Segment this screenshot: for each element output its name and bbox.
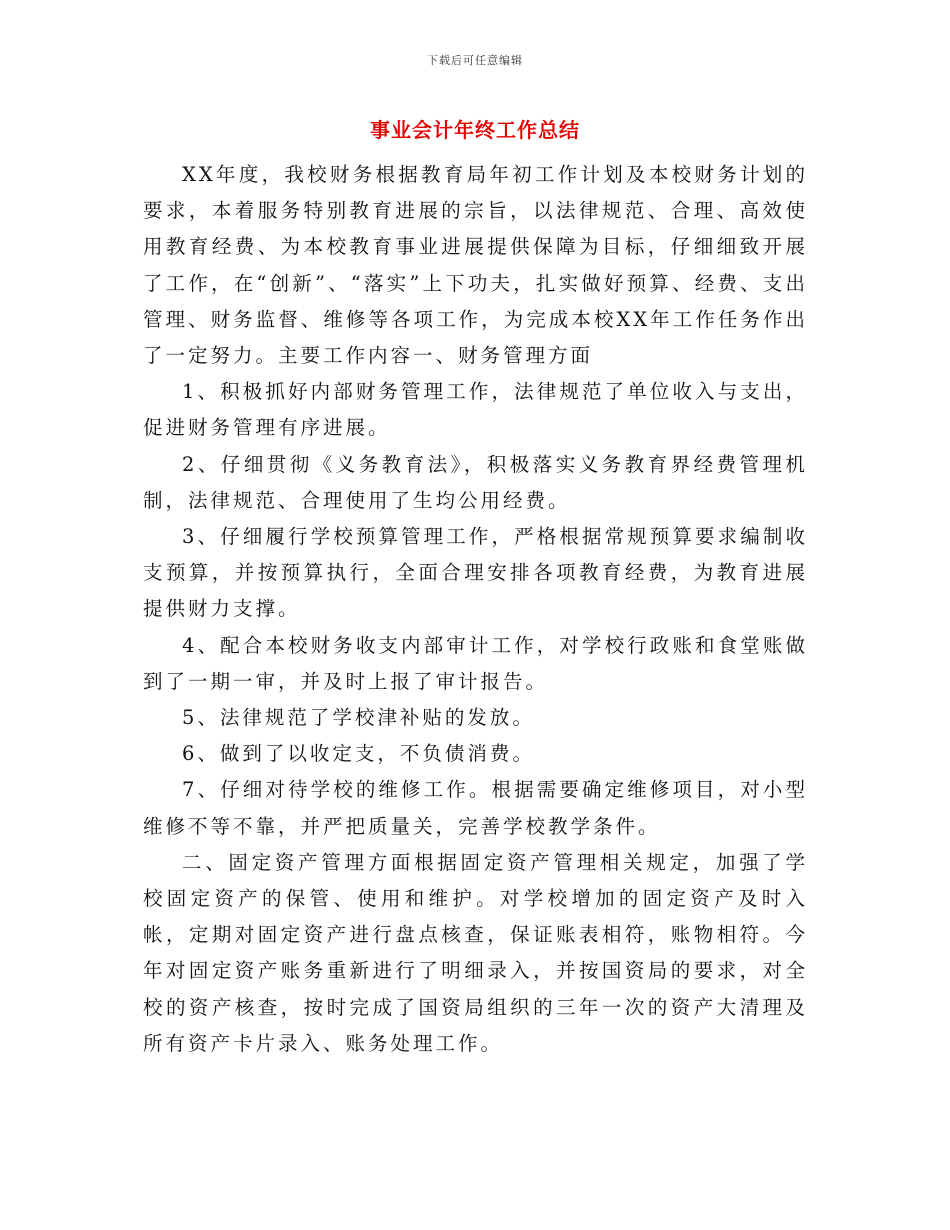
header-note: 下载后可任意编辑 — [427, 54, 523, 67]
paragraph-item-4: 4、配合本校财务收支内部审计工作，对学校行政账和食堂账做到了一期一审，并及时上报了审计报告。 — [143, 633, 808, 693]
paragraph-item-3: 3、仔细履行学校预算管理工作，严格根据常规预算要求编制收支预算，并按预算执行，全面合理安排各项教育经费，为教育进展提供财力支撑。 — [143, 525, 808, 621]
paragraph-item-6: 6、做到了以收定支，不负债消费。 — [182, 742, 535, 766]
paragraph-item-7: 7、仔细对待学校的维修工作。根据需要确定维修项目，对小型维修不等不靠，并严把质量关，完善学校教学条件。 — [143, 778, 808, 838]
paragraph-item-2: 2、仔细贯彻《义务教育法》，积极落实义务教育界经费管理机制，法律规范、合理使用了生均公用经费。 — [143, 452, 808, 512]
document-title: 事业会计年终工作总结 — [370, 118, 580, 142]
paragraph-item-5: 5、法律规范了学校津补贴的发放。 — [182, 706, 535, 730]
paragraph-item-1: 1、积极抓好内部财务管理工作，法律规范了单位收入与支出，促进财务管理有序进展。 — [143, 380, 808, 440]
paragraph-fixed-assets: 二、固定资产管理方面根据固定资产管理相关规定，加强了学校固定资产的保管、使用和维护。对学校增加的固定资产及时入帐，定期对固定资产进行盘点核查，保证账表相符，账物相符。今年对固定资产账务重新进行了明细录入，并按国资局的要求，对全校的资产核查，按时完成了国资局组织的三年一次的资产大清理及所有资产卡片录入、账务处理工作。 — [143, 850, 808, 1055]
paragraph-intro: XX年度，我校财务根据教育局年初工作计划及本校财务计划的要求，本着服务特别教育进展的宗旨，以法律规范、合理、高效使用教育经费、为本校教育事业进展提供保障为目标，仔细细致开展了工作，在“创新”、“落实”上下功夫，扎实做好预算、经费、支出管理、财务监督、维修等各项工作，为完成本校XX年工作任务作出了一定努力。主要工作内容一、财务管理方面 — [143, 163, 808, 368]
document-body — [143, 157, 808, 1062]
